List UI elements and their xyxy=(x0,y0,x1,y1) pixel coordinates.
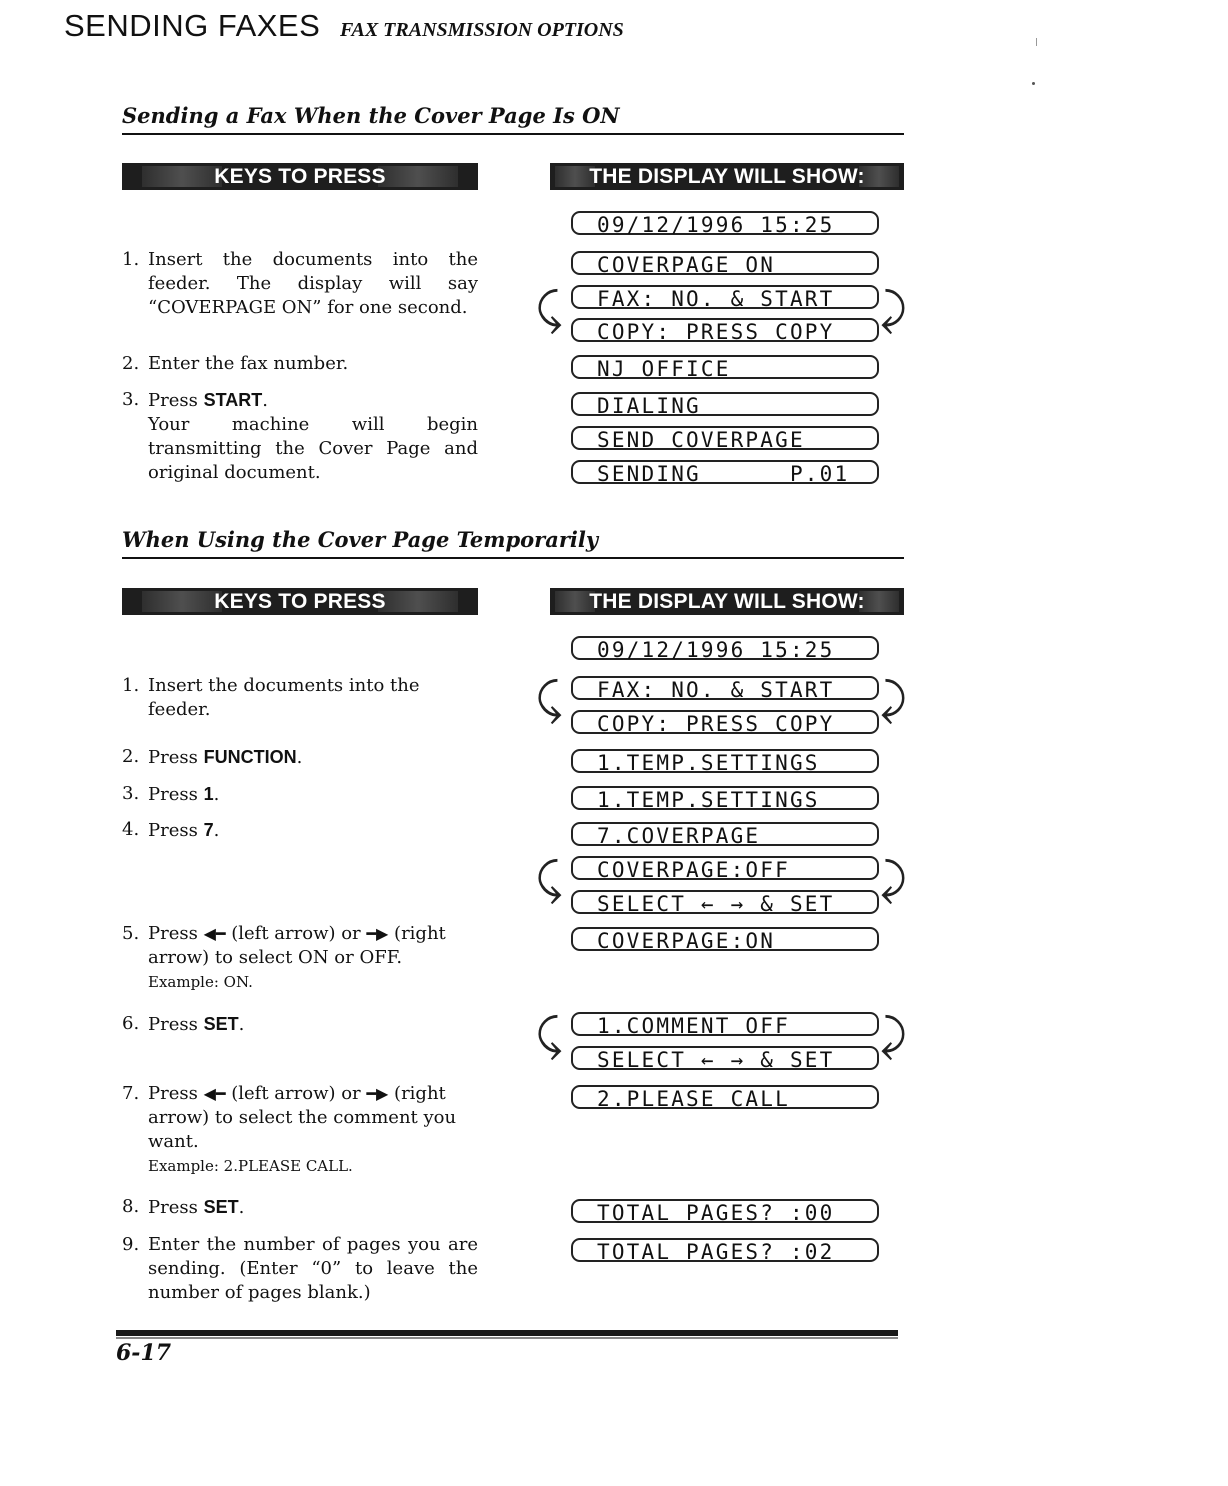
cycle-arrow-left-icon: ⤹ xyxy=(536,854,563,905)
lcd-display: 1.COMMENT OFF xyxy=(571,1012,879,1036)
cycle-arrow-right-icon: ⤸ xyxy=(880,854,907,905)
left-arrow-key-icon: ◀━ xyxy=(203,924,226,943)
footer-rule xyxy=(116,1330,898,1336)
lcd-display: COVERPAGE:ON xyxy=(571,927,879,951)
lcd-display: COVERPAGE ON xyxy=(571,251,879,275)
cycle-arrow-left-icon: ⤹ xyxy=(536,674,563,725)
step-5: 5. Press ◀━ (left arrow) or ━▶ (right arrow) to select ON or OFF. Example: ON. xyxy=(122,923,446,991)
section1-rule xyxy=(122,133,904,135)
cycle-arrow-right-icon: ⤸ xyxy=(880,674,907,725)
display-will-show-banner: THE DISPLAY WILL SHOW: xyxy=(550,588,904,615)
lcd-display: 7.COVERPAGE xyxy=(571,822,879,846)
lcd-display: 1.TEMP.SETTINGS xyxy=(571,786,879,810)
lcd-display: SENDING P.01 xyxy=(571,460,879,484)
lcd-display: 2.PLEASE CALL xyxy=(571,1085,879,1109)
step-2: 2. Enter the fax number. xyxy=(122,353,349,374)
lcd-display: 09/12/1996 15:25 xyxy=(571,211,879,235)
lcd-display: 1.TEMP.SETTINGS xyxy=(571,749,879,773)
step-6: 6. Press SET. xyxy=(122,1013,245,1035)
section2-rule xyxy=(122,557,904,559)
step-3: 3. Press 1. xyxy=(122,783,220,805)
cycle-arrow-right-icon: ⤸ xyxy=(880,1010,907,1061)
step-3: 3. Press START. Your machine will begin transmitting the Cover Page and original document. xyxy=(122,389,478,483)
keys-to-press-banner: KEYS TO PRESS xyxy=(122,588,478,615)
step-9: 9. Enter the number of pages you are sending. (Enter “0” to leave the number of pages blank.) xyxy=(122,1234,478,1303)
lcd-display: SELECT ← → & SET xyxy=(571,1046,879,1070)
display-will-show-banner: THE DISPLAY WILL SHOW: xyxy=(550,163,904,190)
footer-rule-shadow xyxy=(116,1337,898,1339)
keys-to-press-banner: KEYS TO PRESS xyxy=(122,163,478,190)
lcd-display: COPY: PRESS COPY xyxy=(571,710,879,734)
step-1: 1. Insert the documents into the feeder. The display will say “COVERPAGE ON” for one second. xyxy=(122,249,478,318)
right-arrow-key-icon: ━▶ xyxy=(366,924,389,943)
step-2: 2. Press FUNCTION. xyxy=(122,746,303,768)
lcd-display: 09/12/1996 15:25 xyxy=(571,636,879,660)
step-7: 7. Press ◀━ (left arrow) or ━▶ (right arrow) to select the comment you want. Example: 2.PLEASE CALL. xyxy=(122,1083,457,1175)
lcd-display: TOTAL PAGES? :02 xyxy=(571,1238,879,1262)
speck-mark xyxy=(1032,82,1035,85)
step-1: 1. Insert the documents into the feeder. xyxy=(122,675,420,720)
section2-title: When Using the Cover Page Temporarily xyxy=(122,527,599,552)
step-8: 8. Press SET. xyxy=(122,1196,245,1218)
lcd-display: FAX: NO. & START xyxy=(571,676,879,700)
lcd-display: FAX: NO. & START xyxy=(571,285,879,309)
page-number: 6-17 xyxy=(116,1340,172,1366)
lcd-display: DIALING xyxy=(571,392,879,416)
lcd-display: COPY: PRESS COPY xyxy=(571,318,879,342)
section-subtitle: FAX TRANSMISSION OPTIONS xyxy=(340,19,624,41)
cycle-arrow-right-icon: ⤸ xyxy=(880,284,907,335)
step-4: 4. Press 7. xyxy=(122,819,220,841)
lcd-display: NJ OFFICE xyxy=(571,355,879,379)
right-arrow-key-icon: ━▶ xyxy=(366,1084,389,1103)
lcd-display: SELECT ← → & SET xyxy=(571,890,879,914)
lcd-display: SEND COVERPAGE xyxy=(571,426,879,450)
left-arrow-key-icon: ◀━ xyxy=(203,1084,226,1103)
section1-title: Sending a Fax When the Cover Page Is ON xyxy=(122,103,620,128)
speck-mark xyxy=(1036,38,1037,46)
lcd-display: COVERPAGE:OFF xyxy=(571,856,879,880)
lcd-display: TOTAL PAGES? :00 xyxy=(571,1199,879,1223)
cycle-arrow-left-icon: ⤹ xyxy=(536,1010,563,1061)
chapter-title: SENDING FAXES xyxy=(64,8,321,43)
cycle-arrow-left-icon: ⤹ xyxy=(536,284,563,335)
